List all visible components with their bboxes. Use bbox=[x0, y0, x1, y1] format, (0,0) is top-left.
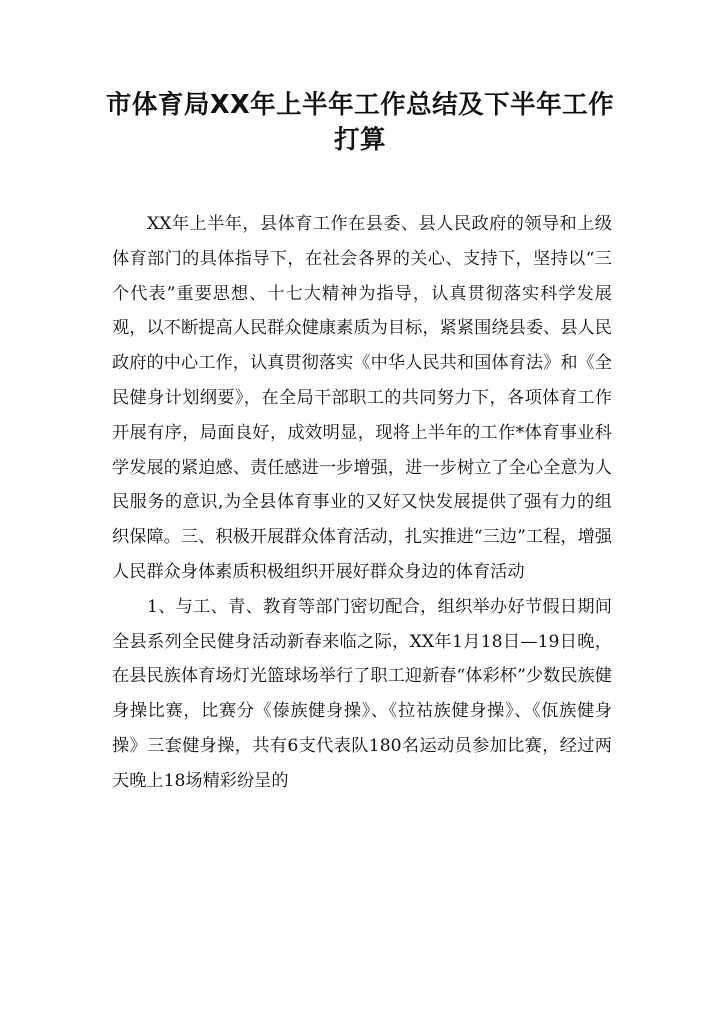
paragraph-item-1: 1、与工、青、教育等部门密切配合，组织举办好节假日期间全县系列全民健身活动新春来临之际，XX年1月18日—19日晚，在县民族体育场灯光篮球场举行了职工迎新春“体彩杯”少数民族健身操比赛，比赛分《傣族健身操》、《拉祜族健身操》、《佤族健身操》三套健身操，共有6支代表队180名运动员参加比赛，经过两天晚上18场精彩纷呈的 bbox=[112, 596, 612, 791]
document-body bbox=[112, 207, 612, 799]
document-title: 市体育局XX年上半年工作总结及下半年工作打算 bbox=[105, 90, 615, 155]
paragraph-intro: XX年上半年，县体育工作在县委、县人民政府的领导和上级体育部门的具体指导下，在社会各界的关心、支持下，坚持以“三个代表”重要思想、十七大精神为指导，认真贯彻落实科学发展观，以不断提高人民群众健康素质为目标，紧紧围绕县委、县人民政府的中心工作，认真贯彻落实《中华人民共和国体育法》和《全民健身计划纲要》，在全局干部职工的共同努力下，各项体育工作开展有序，局面良好，成效明显，现将上半年的工作*体育事业科学发展的紧迫感、责任感进一步增强，进一步树立了全心全意为人民服务的意识,为全县体育事业的又好又快发展提供了强有力的组织保障。三、积极开展群众体育活动，扎实推进“三边”工程，增强人民群众身体素质积极组织开展好群众身边的体育活动 bbox=[112, 214, 612, 582]
